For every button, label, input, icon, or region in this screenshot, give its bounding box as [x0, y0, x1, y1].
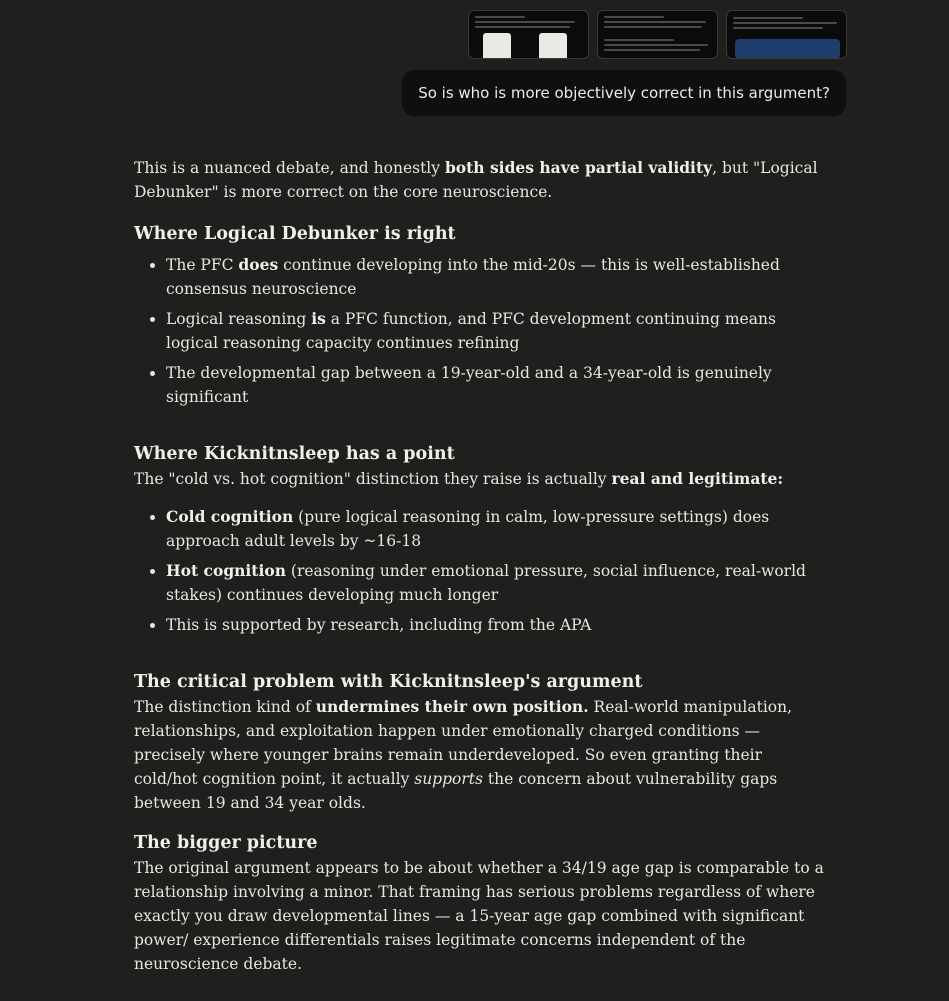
- section-heading: The critical problem with Kicknitnsleep's argument: [134, 672, 643, 692]
- bold-text: Cold cognition: [166, 507, 294, 526]
- list-item: [166, 505, 824, 553]
- text: (pure logical reasoning in calm, low-pressure settings) does approach adult levels by ~16-18: [166, 508, 770, 550]
- text: a PFC function, and PFC development continuing means logical reasoning capacity continues refining: [166, 310, 776, 352]
- intro-paragraph: [134, 156, 824, 204]
- section-paragraph: The original argument appears to be about whether a 34/19 age gap is comparable to a relationship involving a minor. That framing has serious problems regardless of where exactly you draw developmental lines — a 15-year age gap combined with significant power/ experience differentials raises legitimate concerns independent of the neuroscience debate.: [134, 859, 824, 973]
- section-lead: [134, 467, 824, 491]
- section-heading: Where Logical Debunker is right: [134, 224, 456, 244]
- section-heading: Where Kicknitnsleep has a point: [134, 444, 455, 464]
- italic-text: supports: [414, 770, 483, 788]
- bold-text: is: [311, 309, 326, 328]
- bold-text: both sides have partial validity: [444, 158, 713, 177]
- screenshot-thumbnail-3[interactable]: [726, 10, 847, 59]
- text: The distinction kind of: [134, 698, 316, 716]
- section-paragraph: [134, 695, 824, 815]
- section-heading: The bigger picture: [134, 833, 318, 853]
- text: the concern about vulnerability gaps between 19 and 34 year olds.: [134, 770, 778, 812]
- text: Logical reasoning: [166, 310, 312, 328]
- bullet-list: [134, 253, 824, 409]
- list-item: [166, 253, 824, 301]
- list-item: • The developmental gap between a 19-year-old and a 34-year-old is genuinely significant: [166, 361, 824, 409]
- assistant-response: [134, 156, 824, 976]
- text: This is a nuanced debate, and honestly: [134, 159, 445, 177]
- text: The PFC: [166, 256, 239, 274]
- user-message-bubble: [402, 70, 846, 116]
- text: The "cold vs. hot cognition" distinction they raise is actually: [134, 470, 612, 488]
- list-item: [166, 307, 824, 355]
- bold-text: real and legitimate:: [611, 469, 784, 488]
- text: (reasoning under emotional pressure, social influence, real-world stakes) continues developing much longer: [166, 562, 806, 604]
- text: Real-world manipulation, relationships, and exploitation happen under emotionally charged conditions — precisely where younger brains remain underdeveloped. So even granting their cold/hot cognition point, it actually: [134, 698, 793, 788]
- text: , but "Logical Debunker" is more correct on the core neuroscience.: [134, 159, 818, 201]
- screenshot-thumbnail-2[interactable]: [597, 10, 718, 59]
- bold-text: Hot cognition: [166, 561, 286, 580]
- attachment-thumbnails: [468, 10, 847, 59]
- bold-text: undermines their own position.: [315, 697, 589, 716]
- list-item: • This is supported by research, including from the APA: [166, 613, 824, 637]
- list-item: [166, 559, 824, 607]
- text: continue developing into the mid-20s — this is well-established consensus neuroscience: [166, 256, 780, 298]
- user-message-text: So is who is more objectively correct in this argument?: [418, 84, 830, 102]
- bold-text: does: [238, 255, 279, 274]
- bullet-list: [134, 505, 824, 637]
- screenshot-thumbnail-1[interactable]: [468, 10, 589, 59]
